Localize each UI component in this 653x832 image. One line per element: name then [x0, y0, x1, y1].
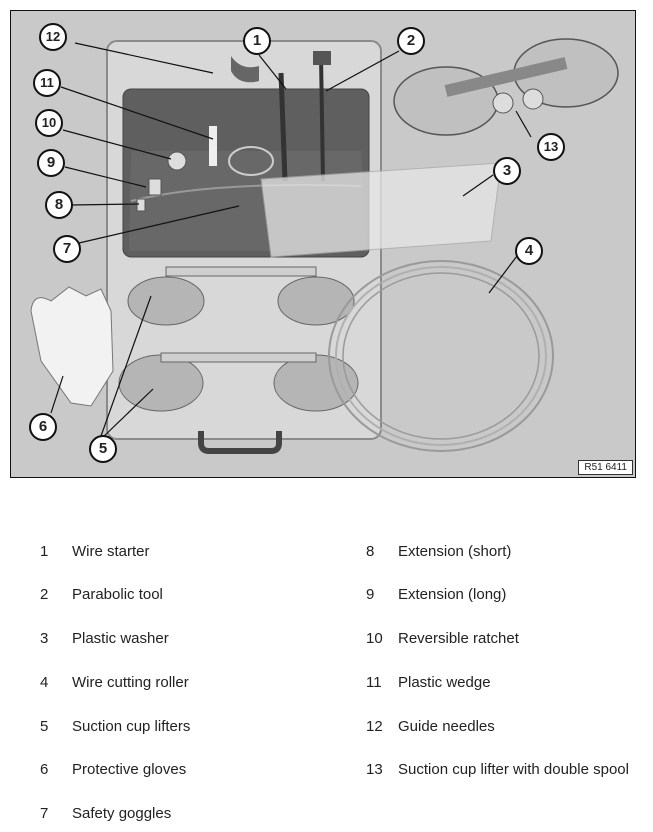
legend-item-9	[366, 584, 506, 606]
legend-label: Plastic washer	[72, 630, 169, 647]
lifter-cup-1	[128, 277, 204, 325]
legend-number: 3	[40, 630, 49, 647]
legend-label: Suction cup lifters	[72, 718, 191, 735]
callout-12: 12	[39, 23, 67, 51]
legend-item-10	[366, 628, 519, 650]
legend-number: 11	[366, 674, 382, 691]
legend-item-12	[366, 716, 495, 738]
legend-number: 6	[40, 761, 49, 778]
legend-item-2	[40, 584, 163, 606]
plastic-washer-shape	[261, 163, 501, 257]
callout-3: 3	[493, 157, 521, 185]
callout-1: 1	[243, 27, 271, 55]
legend-label: Safety goggles	[72, 805, 172, 822]
ratchet-shape	[168, 152, 186, 170]
legend-item-13	[366, 759, 629, 781]
legend-number: 7	[40, 805, 49, 822]
callout-8: 8	[45, 191, 73, 219]
tool-kit-drawing	[11, 11, 636, 478]
callout-10: 10	[35, 109, 63, 137]
legend-number: 5	[40, 718, 49, 735]
legend-label: Suction cup lifter with double spool	[398, 761, 629, 778]
gloves-shape	[31, 287, 113, 406]
legend-number: 10	[366, 630, 383, 647]
lifter-cup-4	[274, 355, 358, 411]
legend-number: 9	[366, 586, 375, 603]
callout-7: 7	[53, 235, 81, 263]
legend-label: Plastic wedge	[398, 674, 491, 691]
legend-item-11	[366, 672, 491, 694]
plastic-wedge-shape	[209, 126, 217, 166]
reference-code: R51 6411	[578, 460, 633, 475]
parabolic-tool-shape	[321, 56, 323, 181]
legend-item-5	[40, 716, 190, 738]
legend-number: 4	[40, 674, 49, 691]
legend-label: Protective gloves	[72, 761, 187, 778]
legend-item-8	[366, 541, 511, 563]
callout-5: 5	[89, 435, 117, 463]
callout-9: 9	[37, 149, 65, 177]
legend-number: 2	[40, 586, 49, 603]
callout-4: 4	[515, 237, 543, 265]
callout-11: 11	[33, 69, 61, 97]
legend-item-1	[40, 541, 150, 563]
lifter-cup-2	[278, 277, 354, 325]
legend-item-3	[40, 628, 169, 650]
legend-item-4	[40, 672, 189, 694]
legend-label: Parabolic tool	[72, 586, 163, 603]
callout-6: 6	[29, 413, 57, 441]
callout-13: 13	[537, 133, 565, 161]
legend-item-7	[40, 803, 171, 825]
callout-2: 2	[397, 27, 425, 55]
legend-label: Extension (short)	[398, 543, 512, 560]
legend-label: Wire cutting roller	[72, 674, 189, 691]
legend-item-6	[40, 759, 186, 781]
legend-label: Extension (long)	[398, 586, 507, 603]
legend-number: 12	[366, 718, 383, 735]
tool-kit-illustration	[10, 10, 636, 478]
legend-number: 8	[366, 543, 375, 560]
legend-label: Reversible ratchet	[398, 630, 519, 647]
legend-label: Guide needles	[398, 718, 495, 735]
legend-number: 13	[366, 761, 383, 778]
double-spool-lifter-shape	[394, 39, 618, 135]
lifter-cup-3	[119, 355, 203, 411]
legend-label: Wire starter	[72, 543, 150, 560]
legend-number: 1	[40, 543, 49, 560]
